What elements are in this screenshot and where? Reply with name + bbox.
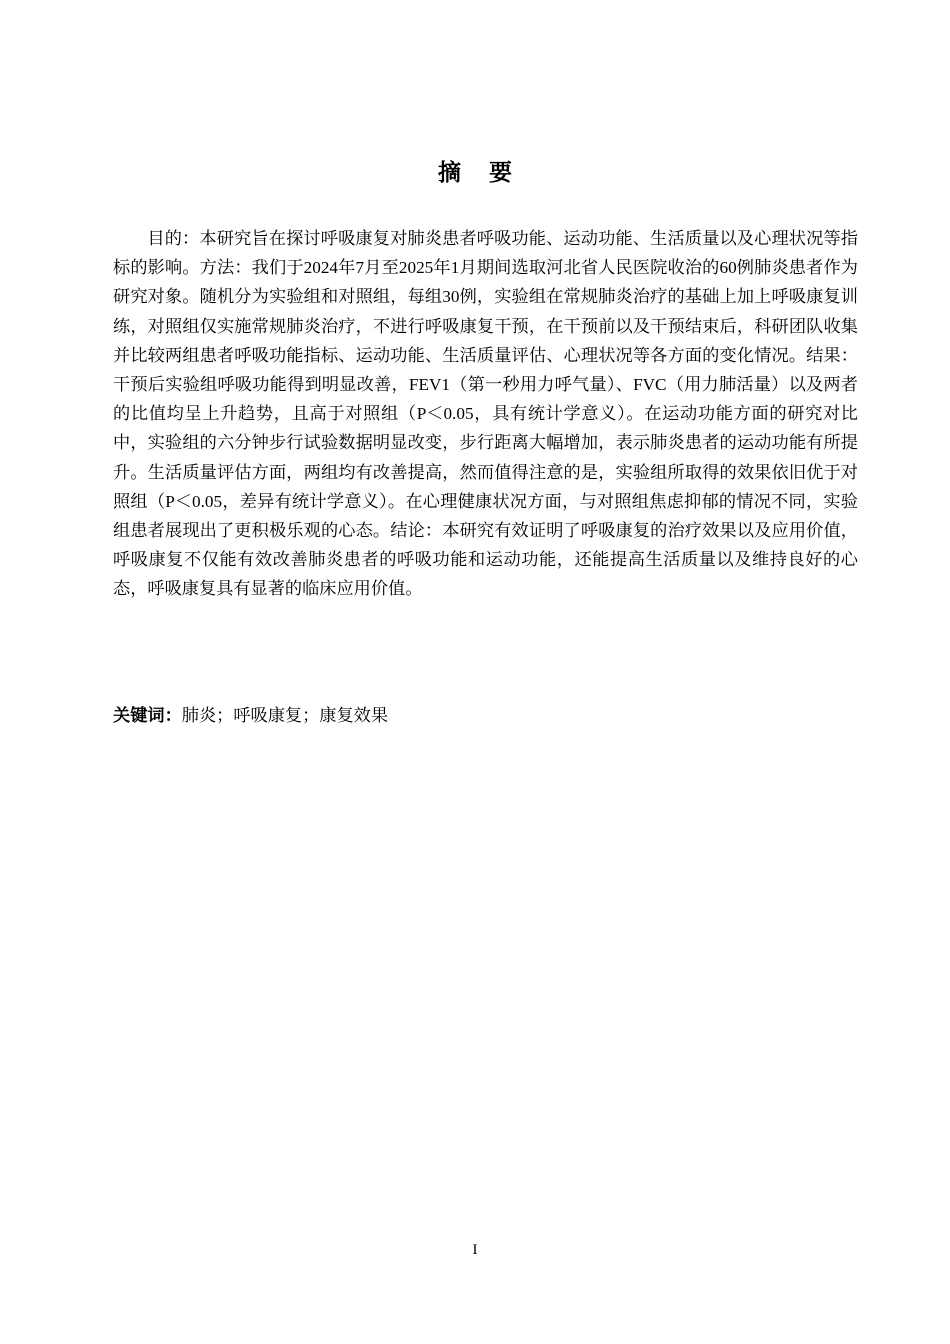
keywords-line — [113, 701, 858, 731]
keywords-label: 关键词： — [113, 706, 182, 726]
page-title: 摘要 — [438, 160, 540, 186]
page-number: I — [472, 1242, 478, 1258]
keywords-value: 肺炎；呼吸康复；康复效果 — [181, 706, 389, 725]
abstract-paragraph: 目的：本研究旨在探讨呼吸康复对肺炎患者呼吸功能、运动功能、生活质量以及心理状况等指标的影响。方法：我们于2024年7月至2025年1月期间选取河北省人民医院收治的60例肺炎患者作为研究对象。随机分为实验组和对照组，每组30例，实验组在常规肺炎治疗的基础上加上呼吸康复训练，对照组仅实施常规肺炎治疗，不进行呼吸康复干预，在干预前以及干预结束后，科研团队收集并比较两组患者呼吸功能指标、运动功能、生活质量评估、心理状况等各方面的变化情况。结果：干预后实验组呼吸功能得到明显改善，FEV1（第一秒用力呼气量）、FVC（用力肺活量）以及两者的比值均呈上升趋势，且高于对照组（P＜0.05，具有统计学意义）。在运动功能方面的研究对比中，实验组的六分钟步行试验数据明显改变，步行距离大幅增加，表示肺炎患者的运动功能有所提升。生活质量评估方面，两组均有改善提高，然而值得注意的是，实验组所取得的效果依旧优于对照组（P＜0.05，差异有统计学意义）。在心理健康状况方面，与对照组焦虑抑郁的情况不同，实验组患者展现出了更积极乐观的心态。结论：本研究有效证明了呼吸康复的治疗效果以及应用价值，呼吸康复不仅能有效改善肺炎患者的呼吸功能和运动功能，还能提高生活质量以及维持良好的心态，呼吸康复具有显著的临床应用价值。 — [113, 229, 858, 599]
